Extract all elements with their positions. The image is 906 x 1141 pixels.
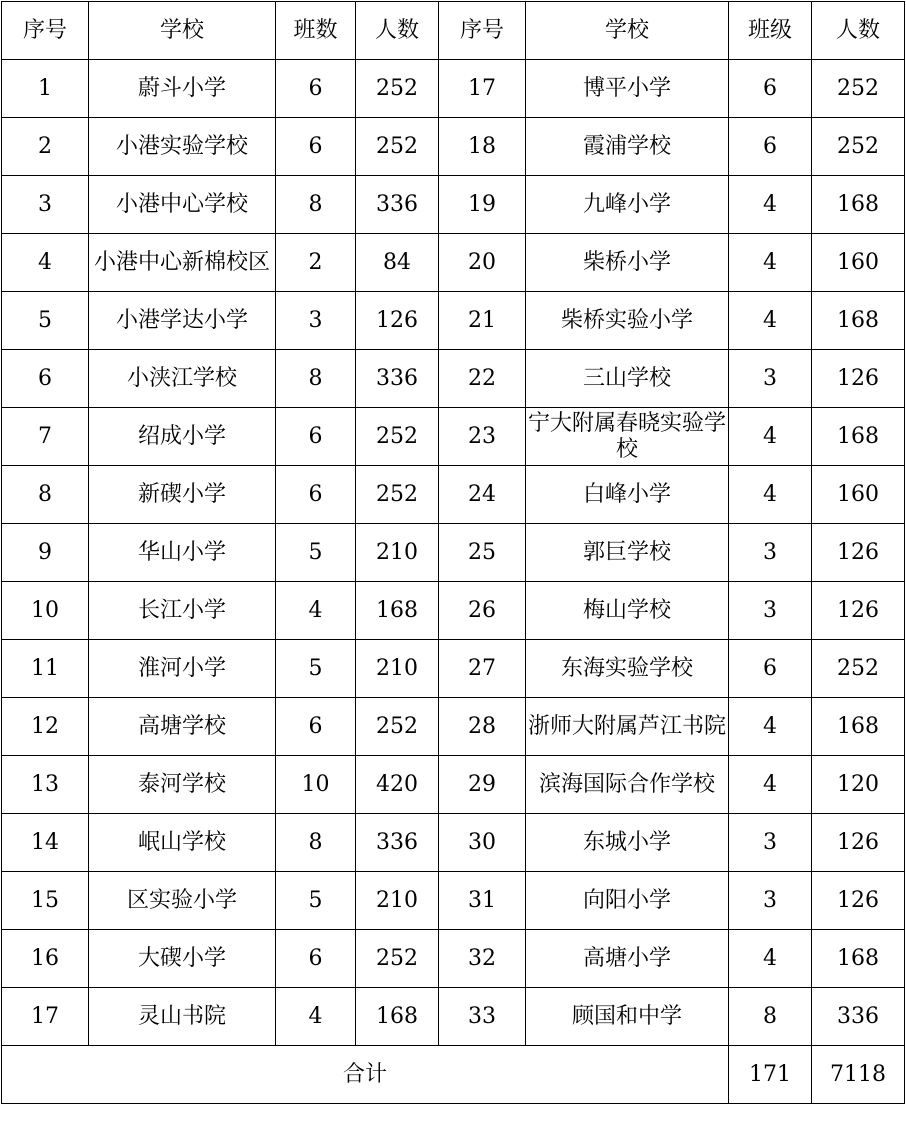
table-row (2, 930, 905, 988)
classes-cell: 8 (276, 176, 356, 234)
table-row (2, 292, 905, 350)
classes-cell: 4 (729, 756, 812, 814)
table-row (2, 582, 905, 640)
classes-cell: 4 (729, 176, 812, 234)
header-cell: 序号 (439, 2, 526, 60)
index-cell: 9 (2, 524, 89, 582)
classes-cell: 4 (276, 988, 356, 1046)
header-cell: 班级 (729, 2, 812, 60)
school-cell: 滨海国际合作学校 (526, 756, 729, 814)
school-cell: 浙师大附属芦江书院 (526, 698, 729, 756)
index-cell: 17 (439, 60, 526, 118)
index-cell: 11 (2, 640, 89, 698)
school-cell: 绍成小学 (89, 408, 276, 466)
school-cell: 大碶小学 (89, 930, 276, 988)
classes-cell: 4 (729, 234, 812, 292)
index-cell: 16 (2, 930, 89, 988)
students-cell: 210 (356, 872, 439, 930)
school-cell: 淮河小学 (89, 640, 276, 698)
classes-cell: 4 (729, 930, 812, 988)
classes-cell: 6 (276, 408, 356, 466)
students-cell: 126 (812, 872, 905, 930)
classes-cell: 3 (729, 350, 812, 408)
index-cell: 28 (439, 698, 526, 756)
header-cell: 学校 (89, 2, 276, 60)
students-cell: 336 (812, 988, 905, 1046)
school-cell: 高塘学校 (89, 698, 276, 756)
table-row (2, 756, 905, 814)
students-cell: 120 (812, 756, 905, 814)
students-cell: 126 (812, 814, 905, 872)
classes-cell: 5 (276, 872, 356, 930)
header-cell: 人数 (356, 2, 439, 60)
classes-cell: 4 (729, 698, 812, 756)
school-cell: 灵山书院 (89, 988, 276, 1046)
students-cell: 168 (356, 582, 439, 640)
school-cell: 高塘小学 (526, 930, 729, 988)
index-cell: 2 (2, 118, 89, 176)
students-cell: 252 (812, 640, 905, 698)
index-cell: 8 (2, 466, 89, 524)
classes-cell: 6 (276, 930, 356, 988)
classes-cell: 4 (276, 582, 356, 640)
students-cell: 336 (356, 350, 439, 408)
index-cell: 15 (2, 872, 89, 930)
classes-cell: 3 (729, 582, 812, 640)
index-cell: 4 (2, 234, 89, 292)
table-row (2, 872, 905, 930)
index-cell: 22 (439, 350, 526, 408)
school-cell: 梅山学校 (526, 582, 729, 640)
classes-cell: 6 (729, 640, 812, 698)
school-cell: 白峰小学 (526, 466, 729, 524)
classes-cell: 6 (729, 60, 812, 118)
school-cell: 东城小学 (526, 814, 729, 872)
index-cell: 5 (2, 292, 89, 350)
students-cell: 168 (812, 698, 905, 756)
school-cell: 小浃江学校 (89, 350, 276, 408)
classes-cell: 6 (276, 60, 356, 118)
classes-cell: 4 (729, 466, 812, 524)
table-row (2, 60, 905, 118)
students-cell: 252 (356, 466, 439, 524)
classes-cell: 5 (276, 524, 356, 582)
school-cell: 新碶小学 (89, 466, 276, 524)
students-cell: 210 (356, 524, 439, 582)
header-cell: 班数 (276, 2, 356, 60)
students-cell: 160 (812, 466, 905, 524)
classes-cell: 5 (276, 640, 356, 698)
index-cell: 32 (439, 930, 526, 988)
school-cell: 柴桥小学 (526, 234, 729, 292)
students-cell: 168 (812, 930, 905, 988)
classes-cell: 6 (276, 118, 356, 176)
classes-cell: 6 (729, 118, 812, 176)
students-cell: 252 (356, 408, 439, 466)
students-cell: 336 (356, 176, 439, 234)
school-cell: 小港学达小学 (89, 292, 276, 350)
index-cell: 13 (2, 756, 89, 814)
table-row (2, 408, 905, 466)
classes-cell: 6 (276, 466, 356, 524)
school-cell: 长江小学 (89, 582, 276, 640)
index-cell: 17 (2, 988, 89, 1046)
index-cell: 3 (2, 176, 89, 234)
students-cell: 168 (812, 408, 905, 466)
school-cell: 区实验小学 (89, 872, 276, 930)
students-cell: 160 (812, 234, 905, 292)
school-cell: 宁大附属春晓实验学校 (526, 408, 729, 466)
school-cell: 岷山学校 (89, 814, 276, 872)
students-cell: 168 (812, 176, 905, 234)
school-cell: 泰河学校 (89, 756, 276, 814)
index-cell: 27 (439, 640, 526, 698)
index-cell: 31 (439, 872, 526, 930)
school-cell: 东海实验学校 (526, 640, 729, 698)
index-cell: 26 (439, 582, 526, 640)
index-cell: 20 (439, 234, 526, 292)
students-cell: 168 (356, 988, 439, 1046)
school-cell: 华山小学 (89, 524, 276, 582)
table-row (2, 524, 905, 582)
index-cell: 29 (439, 756, 526, 814)
students-cell: 126 (812, 524, 905, 582)
school-cell: 蔚斗小学 (89, 60, 276, 118)
students-cell: 252 (356, 930, 439, 988)
index-cell: 18 (439, 118, 526, 176)
school-cell: 郭巨学校 (526, 524, 729, 582)
table-row (2, 234, 905, 292)
index-cell: 7 (2, 408, 89, 466)
classes-cell: 6 (276, 698, 356, 756)
table-row (2, 118, 905, 176)
school-cell: 九峰小学 (526, 176, 729, 234)
school-cell: 三山学校 (526, 350, 729, 408)
students-cell: 252 (812, 60, 905, 118)
index-cell: 12 (2, 698, 89, 756)
school-cell: 顾国和中学 (526, 988, 729, 1046)
total-row (2, 1046, 905, 1104)
index-cell: 33 (439, 988, 526, 1046)
classes-cell: 8 (276, 814, 356, 872)
students-cell: 126 (356, 292, 439, 350)
students-cell: 84 (356, 234, 439, 292)
school-cell: 小港实验学校 (89, 118, 276, 176)
classes-cell: 8 (729, 988, 812, 1046)
classes-cell: 3 (729, 814, 812, 872)
table-row (2, 698, 905, 756)
students-cell: 252 (356, 698, 439, 756)
students-cell: 126 (812, 350, 905, 408)
students-cell: 252 (356, 118, 439, 176)
students-cell: 126 (812, 582, 905, 640)
classes-cell: 3 (729, 524, 812, 582)
students-cell: 252 (812, 118, 905, 176)
school-cell: 柴桥实验小学 (526, 292, 729, 350)
total-label: 合计 (2, 1046, 729, 1104)
header-row (2, 2, 905, 60)
total-students: 7118 (812, 1046, 905, 1104)
header-cell: 序号 (2, 2, 89, 60)
classes-cell: 3 (729, 872, 812, 930)
students-cell: 168 (812, 292, 905, 350)
students-cell: 210 (356, 640, 439, 698)
table-row (2, 350, 905, 408)
classes-cell: 10 (276, 756, 356, 814)
table-row (2, 466, 905, 524)
table-row (2, 988, 905, 1046)
table-row (2, 176, 905, 234)
table-row (2, 640, 905, 698)
students-cell: 336 (356, 814, 439, 872)
classes-cell: 2 (276, 234, 356, 292)
total-classes: 171 (729, 1046, 812, 1104)
classes-cell: 4 (729, 292, 812, 350)
header-cell: 学校 (526, 2, 729, 60)
index-cell: 21 (439, 292, 526, 350)
school-cell: 小港中心学校 (89, 176, 276, 234)
index-cell: 25 (439, 524, 526, 582)
index-cell: 30 (439, 814, 526, 872)
index-cell: 14 (2, 814, 89, 872)
school-cell: 博平小学 (526, 60, 729, 118)
header-cell: 人数 (812, 2, 905, 60)
classes-cell: 8 (276, 350, 356, 408)
students-cell: 420 (356, 756, 439, 814)
classes-cell: 3 (276, 292, 356, 350)
index-cell: 6 (2, 350, 89, 408)
index-cell: 24 (439, 466, 526, 524)
school-enrollment-table (1, 1, 905, 1104)
table-row (2, 814, 905, 872)
school-cell: 霞浦学校 (526, 118, 729, 176)
index-cell: 1 (2, 60, 89, 118)
index-cell: 10 (2, 582, 89, 640)
school-cell: 小港中心新棉校区 (89, 234, 276, 292)
school-cell: 向阳小学 (526, 872, 729, 930)
index-cell: 23 (439, 408, 526, 466)
classes-cell: 4 (729, 408, 812, 466)
index-cell: 19 (439, 176, 526, 234)
students-cell: 252 (356, 60, 439, 118)
